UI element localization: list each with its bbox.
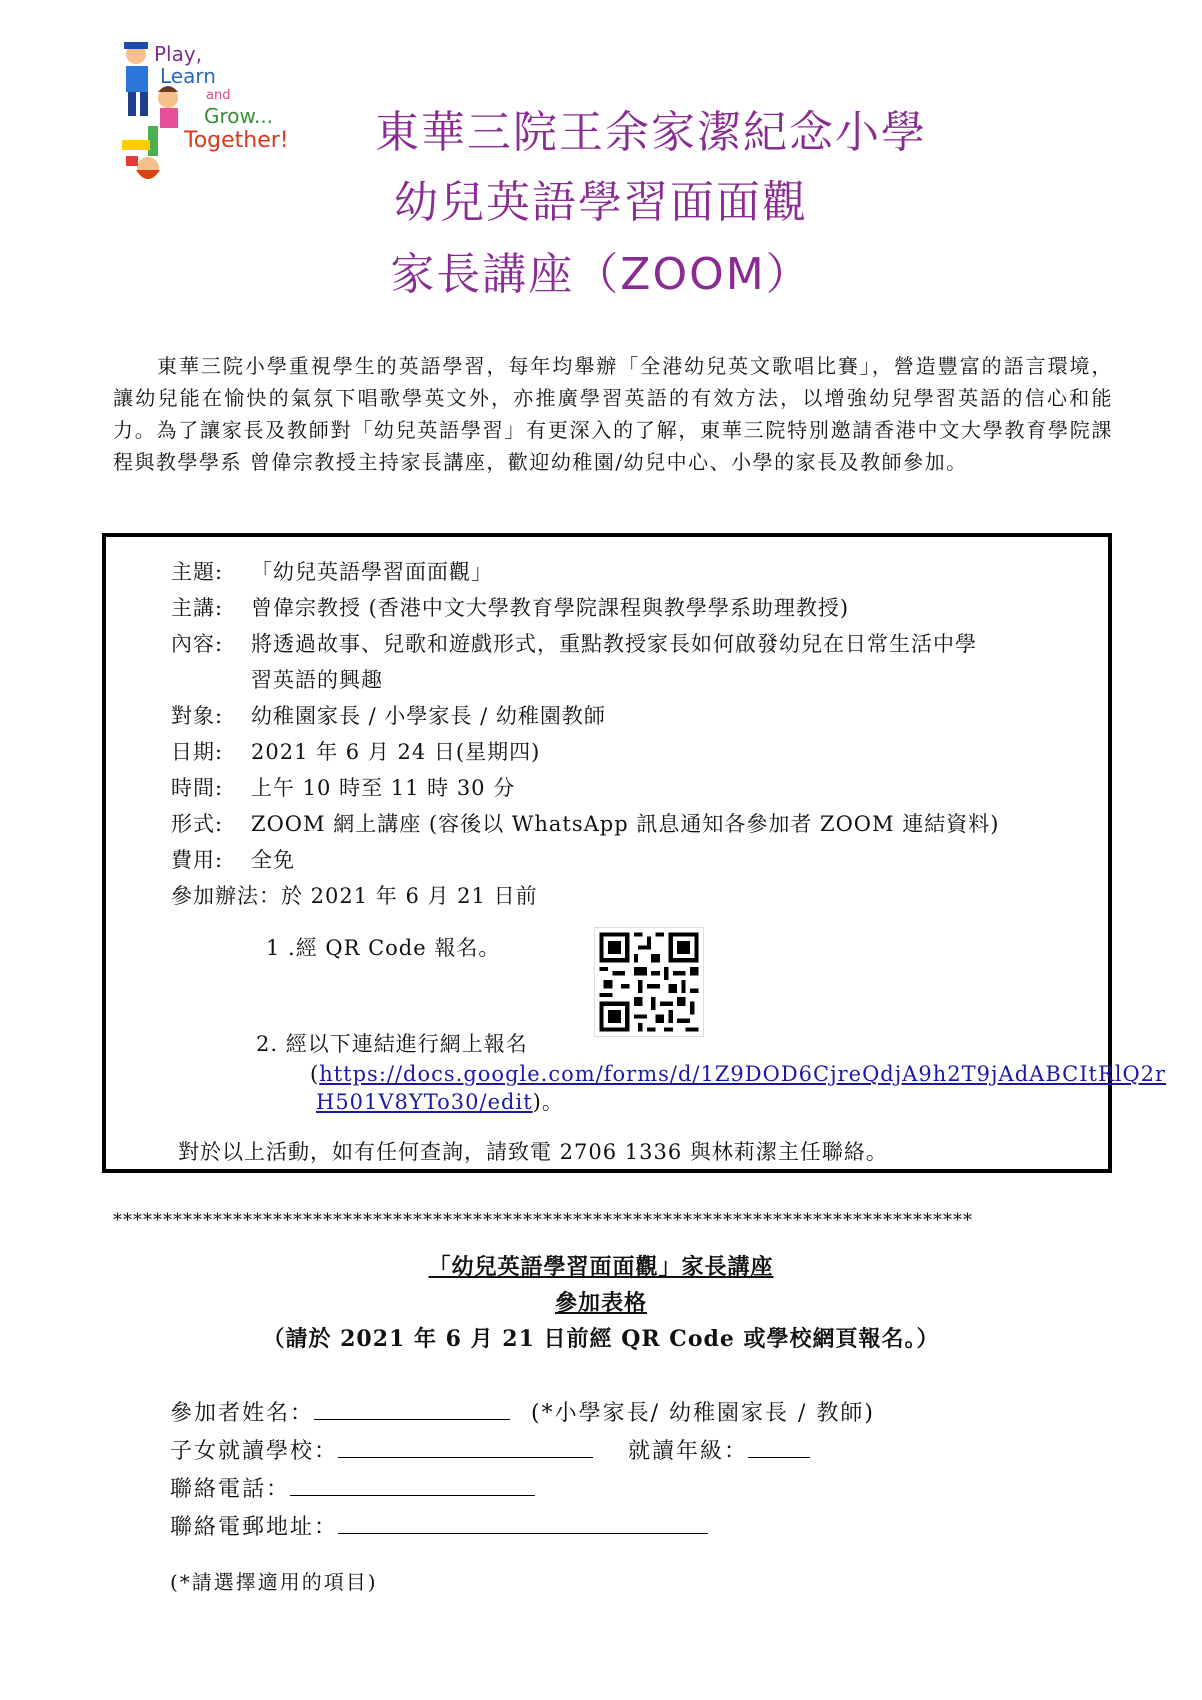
topic-row — [171, 557, 493, 587]
enroll-row: 參加辦法：於 2021 年 6 月 21 日前 — [171, 884, 538, 908]
school-field[interactable] — [338, 1435, 593, 1458]
time-label: 時間: — [171, 776, 224, 800]
link-open-paren: ( — [310, 1062, 320, 1086]
email-field[interactable] — [338, 1511, 708, 1534]
form-subtitle: 參加表格 — [554, 1290, 647, 1316]
grade-field[interactable] — [748, 1435, 810, 1458]
format-value: ZOOM 網上講座 (容後以 WhatsApp 訊息通知各參加者 ZOOM 連結資料) — [251, 812, 1000, 836]
form-note: （請於 2021 年 6 月 21 日前經 QR Code 或學校網頁報名。） — [262, 1326, 940, 1352]
content-label: 內容: — [171, 632, 224, 656]
time-row — [171, 773, 515, 803]
date-row — [171, 737, 540, 767]
qr-code-icon[interactable] — [594, 927, 704, 1037]
logo-text-and: and — [206, 88, 231, 103]
phone-label: 聯絡電話： — [170, 1477, 291, 1502]
logo-text-learn: Learn — [160, 64, 216, 88]
target-label: 對象: — [171, 704, 224, 728]
form-footnote: (*請選擇適用的項目) — [170, 1570, 378, 1594]
registration-link-row1 — [310, 1059, 1166, 1089]
fee-label: 費用: — [171, 848, 224, 872]
school-label: 子女就讀學校： — [170, 1439, 339, 1464]
method1-text: 1 .經 QR Code 報名。 — [266, 936, 501, 960]
school-name: 東華三院王余家潔紀念小學 — [375, 107, 927, 158]
seminar-subtitle: 幼兒英語學習面面觀 — [394, 177, 808, 228]
form-title: 「幼兒英語學習面面觀」家長講座 — [428, 1254, 774, 1280]
seminar-event: 家長講座（ZOOM） — [390, 249, 812, 300]
phone-row — [170, 1472, 535, 1503]
time-value: 上午 10 時至 11 時 30 分 — [251, 776, 516, 800]
fee-value: 全免 — [251, 848, 295, 872]
format-row — [171, 809, 999, 839]
date-value: 2021 年 6 月 24 日(星期四) — [251, 740, 541, 764]
phone-field[interactable] — [290, 1473, 535, 1496]
content-value-line1: 將透過故事、兒歌和遊戲形式，重點教授家長如何啟發幼兒在日常生活中學 — [251, 632, 977, 656]
speaker-label: 主講: — [171, 596, 224, 620]
format-label: 形式: — [171, 812, 224, 836]
name-row — [170, 1396, 875, 1427]
registration-link-part1[interactable]: https://docs.google.com/forms/d/1Z9DOD6CjreQdjA9h2T9jAdABCItRlQ2r — [319, 1062, 1167, 1086]
speaker-row — [171, 593, 849, 623]
topic-label: 主題: — [171, 560, 224, 584]
fee-row — [171, 845, 295, 875]
method2-text: 2. 經以下連結進行網上報名 — [256, 1032, 528, 1056]
logo-text-together: Together! — [184, 128, 289, 153]
email-label: 聯絡電郵地址： — [170, 1515, 339, 1540]
link-close-paren: )。 — [532, 1090, 564, 1114]
topic-value: 「幼兒英語學習面面觀」 — [251, 560, 493, 584]
content-row — [171, 629, 977, 659]
registration-link-row2 — [316, 1087, 564, 1117]
name-field[interactable] — [314, 1397, 510, 1420]
logo-text-grow: Grow... — [204, 104, 274, 128]
details-box — [102, 533, 1167, 1173]
target-value: 幼稚園家長 / 小學家長 / 幼稚園教師 — [251, 704, 606, 728]
separator-line: ************************************************************************************** — [113, 1210, 973, 1231]
name-options: (*小學家長/ 幼稚園家長 / 教師) — [531, 1401, 875, 1426]
registration-link-part2[interactable]: H501V8YTo30/edit — [316, 1090, 533, 1114]
name-label: 參加者姓名： — [170, 1401, 315, 1426]
contact-text: 對於以上活動，如有任何查詢，請致電 2706 1336 與林莉潔主任聯絡。 — [178, 1140, 888, 1164]
speaker-value: 曾偉宗教授 (香港中文大學教育學院課程與教學學系助理教授) — [251, 596, 850, 620]
email-row — [170, 1510, 708, 1541]
logo-text-play: Play, — [154, 42, 203, 66]
date-label: 日期: — [171, 740, 224, 764]
content-value-line2: 習英語的興趣 — [251, 668, 383, 692]
target-row — [171, 701, 606, 731]
school-row — [170, 1434, 810, 1465]
grade-label: 就讀年級： — [628, 1439, 749, 1464]
intro-paragraph: 東華三院小學重視學生的英語學習，每年均舉辦「全港幼兒英文歌唱比賽」，營造豐富的語言環境，讓幼兒能在愉快的氣氛下唱歌學英文外，亦推廣學習英語的有效方法，以增強幼兒學習英語的信心和能力。為了讓家長及教師對「幼兒英語學習」有更深入的了解，東華三院特別邀請香港中文大學教育學院課程與教學學系 曾偉宗教授主持家長講座，歡迎幼稚園/幼兒中心、小學的家長及教師參加。 — [113, 354, 1113, 474]
